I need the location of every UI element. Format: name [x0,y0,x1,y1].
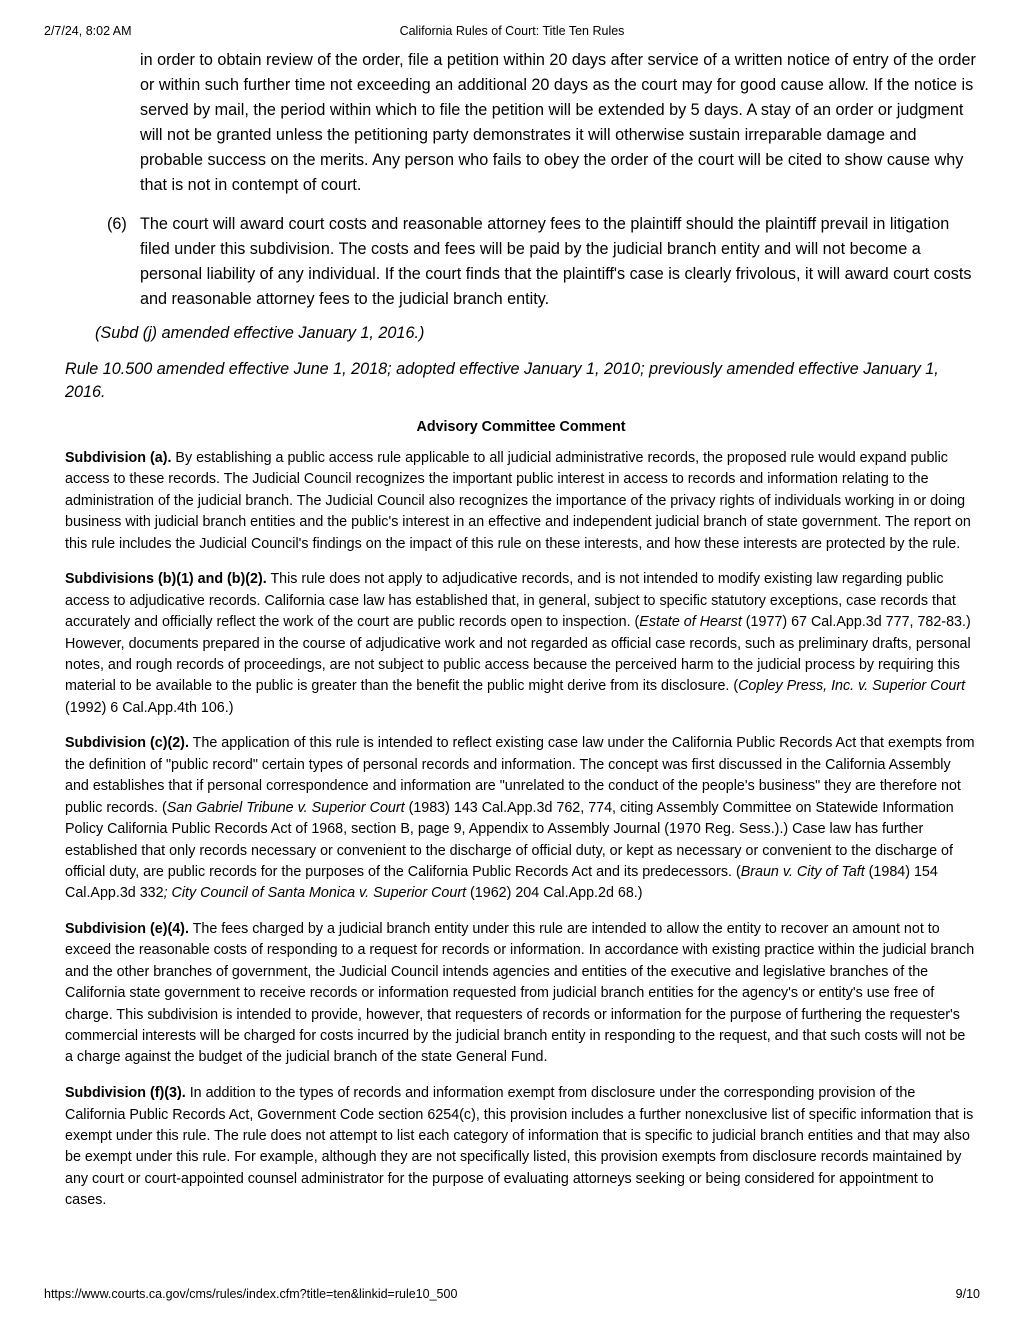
comment-label: Subdivisions (b)(1) and (b)(2). [65,571,267,588]
comment-text: The application of this rule is intended to reflect existing case law under the California Public Records Act that exempts from the definition of "public record" certain types of personal records and information. The concept was first discussed in the California Assembly and establishes that if personal correspondence and information are "unrelated to the conduct of the people's business" they are therefore not public records. ( [65,735,975,816]
continued-paragraph: in order to obtain review of the order, file a petition within 20 days after service of a written notice of entry of the order or within such further time not exceeding an additional 20 days as the court may for good cause allow. If the notice is served by mail, the period within which to file the petition will be extended by 5 days. A stay of an order or judgment will not be granted unless the petitioning party demonstrates it will otherwise sustain irreparable damage and probable success on the merits. Any person who fails to obey the order of the court will be cited to show cause why that is not in contempt of court. [140,51,976,194]
subdivision-amendment-note: (Subd (j) amended effective January 1, 2016.) [95,324,425,342]
case-citation: ; City Council of Santa Monica v. Superior Court [163,885,467,902]
advisory-comment-heading: Advisory Committee Comment [416,419,626,435]
case-citation: Braun v. City of Taft [740,863,865,880]
case-citation: San Gabriel Tribune v. Superior Court [166,799,405,816]
comment-text: (1962) 204 Cal.App.2d 68.) [466,885,643,902]
comment-text: (1983) 143 Cal.App.3d 762, 774, citing Assembly Committee on Statewide Information Policy California Public Records Act of 1968, section B, page 9, Appendix to Assembly Journal (1970 Reg. Sess.).) Case law has further established that only records necessary or convenient to the discharge of official duty, or kept as necessary or convenient to the discharge of official duty, are public records for the purposes of the California Public Records Act and its predecessors. ( [65,799,954,880]
document-body [65,48,977,1226]
case-citation: Copley Press, Inc. v. Superior Court [738,678,966,695]
page-header-title: California Rules of Court: Title Ten Rules [399,24,625,38]
comment-text: In addition to the types of records and information exempt from disclosure under the corresponding provision of the California Public Records Act, Government Code section 6254(c), this provision includes a further nonexclusive list of specific information that is exempt under this rule. The rule does not attempt to list each category of information that is specific to judicial branch entities and that may also be exempt under this rule. For example, although they are not specifically listed, this provision exempts from disclosure records maintained by any court or court-appointed counsel administrator for the purpose of evaluating attorneys seeking or being considered for appointment to cases. [65,1085,974,1209]
comment-label: Subdivision (a). [65,450,172,466]
comment-text: This rule does not apply to adjudicative records, and is not intended to modify existing law regarding public access to adjudicative records. California case law has established that, in general, subject to specific statutory exceptions, case records that accurately and officially reflect the work of the court are public records open to inspection. ( [65,571,956,631]
list-item-6 [107,212,977,312]
comment-text: (1984) 154 Cal.App.3d 332 [65,863,938,902]
comment-label: Subdivision (e)(4). [65,921,189,938]
comment-paragraph-c [65,733,977,904]
comment-text: By establishing a public access rule applicable to all judicial administrative records, the proposed rule would expand public access to these records. The Judicial Council recognizes the important public interest in access to records and information relating to the administration of the judicial branch. The Judicial Council also recognizes the importance of the privacy rights of individuals working in or doing business with judicial branch entities and the public's interest in an effective and independent judicial branch of state government. The report on this rule includes the Judicial Council's findings on the impact of this rule on these interests, and how these interests are protected by the rule. [65,450,971,552]
comment-paragraph-b [65,569,977,719]
comment-label: Subdivision (f)(3). [65,1085,186,1102]
case-citation: Estate of Hearst [639,614,742,631]
comment-text: (1992) 6 Cal.App.4th 106.) [65,699,234,716]
comment-text: The fees charged by a judicial branch entity under this rule are intended to allow the entity to recover an amount not to exceed the reasonable costs of responding to a request for records or information. In accordance with existing practice within the judicial branch and the other branches of government, the Judicial Council intends agencies and entities of the executive and legislative branches of the California state government to receive records or information requested from judicial branch entities for the agency's or entity's use free of charge. This subdivision is intended to provide, however, that requesters of records or information for the purpose of furthering the requester's commercial interests will be charged for costs incurred by the judicial branch entity in responding to the request, and that such costs will not be a charge against the budget of the judicial branch of the state General Fund. [65,921,975,1066]
rule-history-note: Rule 10.500 amended effective June 1, 2018; adopted effective January 1, 2010; previously amended effective January 1, 2016. [65,360,939,401]
list-item-text: The court will award court costs and reasonable attorney fees to the plaintiff should the plaintiff prevail in litigation filed under this subdivision. The costs and fees will be paid by the judicial branch entity and will not become a personal liability of any individual. If the court finds that the plaintiff's case is clearly frivolous, it will award court costs and reasonable attorney fees to the judicial branch entity. [140,215,972,308]
print-datetime: 2/7/24, 8:02 AM [44,24,132,38]
comment-text: (1977) 67 Cal.App.3d 777, 782-83.) However, documents prepared in the course of adjudicative work and not regarded as official case records, such as preliminary drafts, personal notes, and rough records of proceedings, are not subject to public access because the perceived harm to the judicial process by requiring this material to be available to the public is greater than the benefit the public might derive from its disclosure. ( [65,614,971,695]
comment-label: Subdivision (c)(2). [65,735,189,752]
list-item-number: (6) [107,215,127,233]
page-number: 9/10 [955,1287,980,1301]
page-url: https://www.courts.ca.gov/cms/rules/index.cfm?title=ten&linkid=rule10_500 [44,1287,458,1301]
comment-paragraph-e [65,919,977,1069]
comment-paragraph-f [65,1083,977,1211]
comment-paragraph-a [65,448,977,555]
